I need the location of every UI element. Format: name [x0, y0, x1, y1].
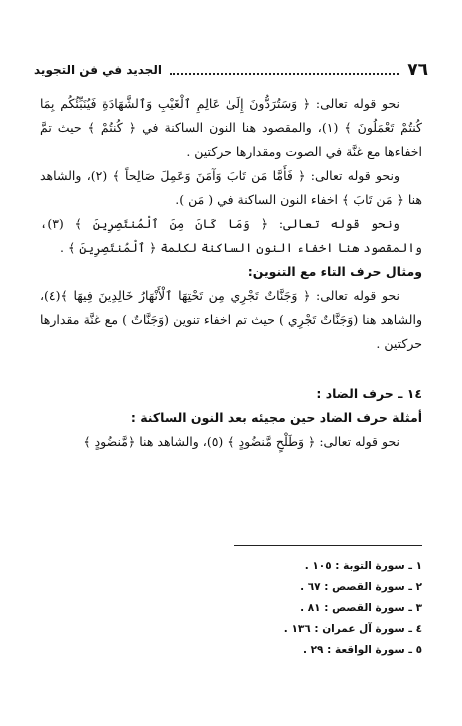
body-text [40, 92, 422, 454]
section-subheading-daad: أمثلة حرف الضاد حين مجيئه بعد النون الساكنة : [130, 410, 422, 425]
footnote-4: ٤ ـ سورة آل عمران : ١٣٦ . [283, 623, 422, 635]
footnote-divider [234, 545, 422, 546]
section-subheading-taa: ومثال حرف التاء مع التنوين: [247, 264, 422, 279]
section-heading-daad: ١٤ ـ حرف الضاد : [316, 386, 422, 401]
paragraph-5: نحو قوله تعالى: ﴿ وَطَلْحٍ مَّنضُودٍ ﴾ (٥)، والشاهد هنا ﴿مَّنضُودٍ ﴾ [83, 434, 400, 449]
footnotes [200, 556, 422, 661]
paragraph-4: نحو قوله تعالى: ﴿ وَجَنَّاتٌ تَجْرِي مِن تَحْتِهَا ٱلْأَنْهَارُ خَالِدِينَ فِيهَا ﴾(٤)، والشاهد هنا (وَجَنَّاتٌ تَجْرِي ) حيث تم اخفاء تنوين (وَجَنَّاتٌ ) مع غنَّة مقدارها حركتين . [40, 288, 422, 351]
paragraph-2: ونحو قوله تعالى: ﴿ فَأَمَّا مَن تَابَ وَآمَنَ وَعَمِلَ صَالِحاً ﴾ (٢)، والشاهد هنا ﴿ مَن تَابَ ﴾ اخفاء النون الساكنة في ( مَن ). [40, 168, 422, 207]
section-gap [40, 356, 422, 382]
paragraph-3: ونحو قوله تعالى: ﴿ وَمَا كَانَ مِنَ ٱلْمُنتَصِرِينَ ﴾ (٣)، والمقصود هنا اخفاء النون الساكنة لكلمة ﴿ ٱلْمُنتَصِرِينَ ﴾ . [40, 216, 422, 255]
page-number: ٧٦ [407, 60, 428, 80]
paragraph-1: نحو قوله تعالى: ﴿ وَسَتُرَدُّونَ إِلَىٰ عَالِمِ ٱلْغَيْبِ وَٱلشَّهَادَةِ فَيُنَبِّئُكُم بِمَا كُنتُمْ تَعْمَلُونَ ﴾ (١)، والمقصود هنا النون الساكنة في ﴿ كُنتُمْ ﴾ حيث تمَّ اخفاءها مع غنَّة في الصوت ومقدارها حركتين . [40, 96, 422, 159]
footnote-3: ٣ ـ سورة القصص : ٨١ . [300, 602, 422, 614]
dotted-leader [170, 73, 399, 75]
footnote-1: ١ ـ سورة التوبة : ١٠٥ . [304, 560, 422, 572]
footnote-5: ٥ ـ سورة الواقعة : ٢٩ . [302, 644, 422, 656]
page-header [34, 58, 428, 82]
running-title: الجديد في فن التجويد [34, 63, 162, 77]
footnote-2: ٢ ـ سورة القصص : ٦٧ . [300, 581, 422, 593]
